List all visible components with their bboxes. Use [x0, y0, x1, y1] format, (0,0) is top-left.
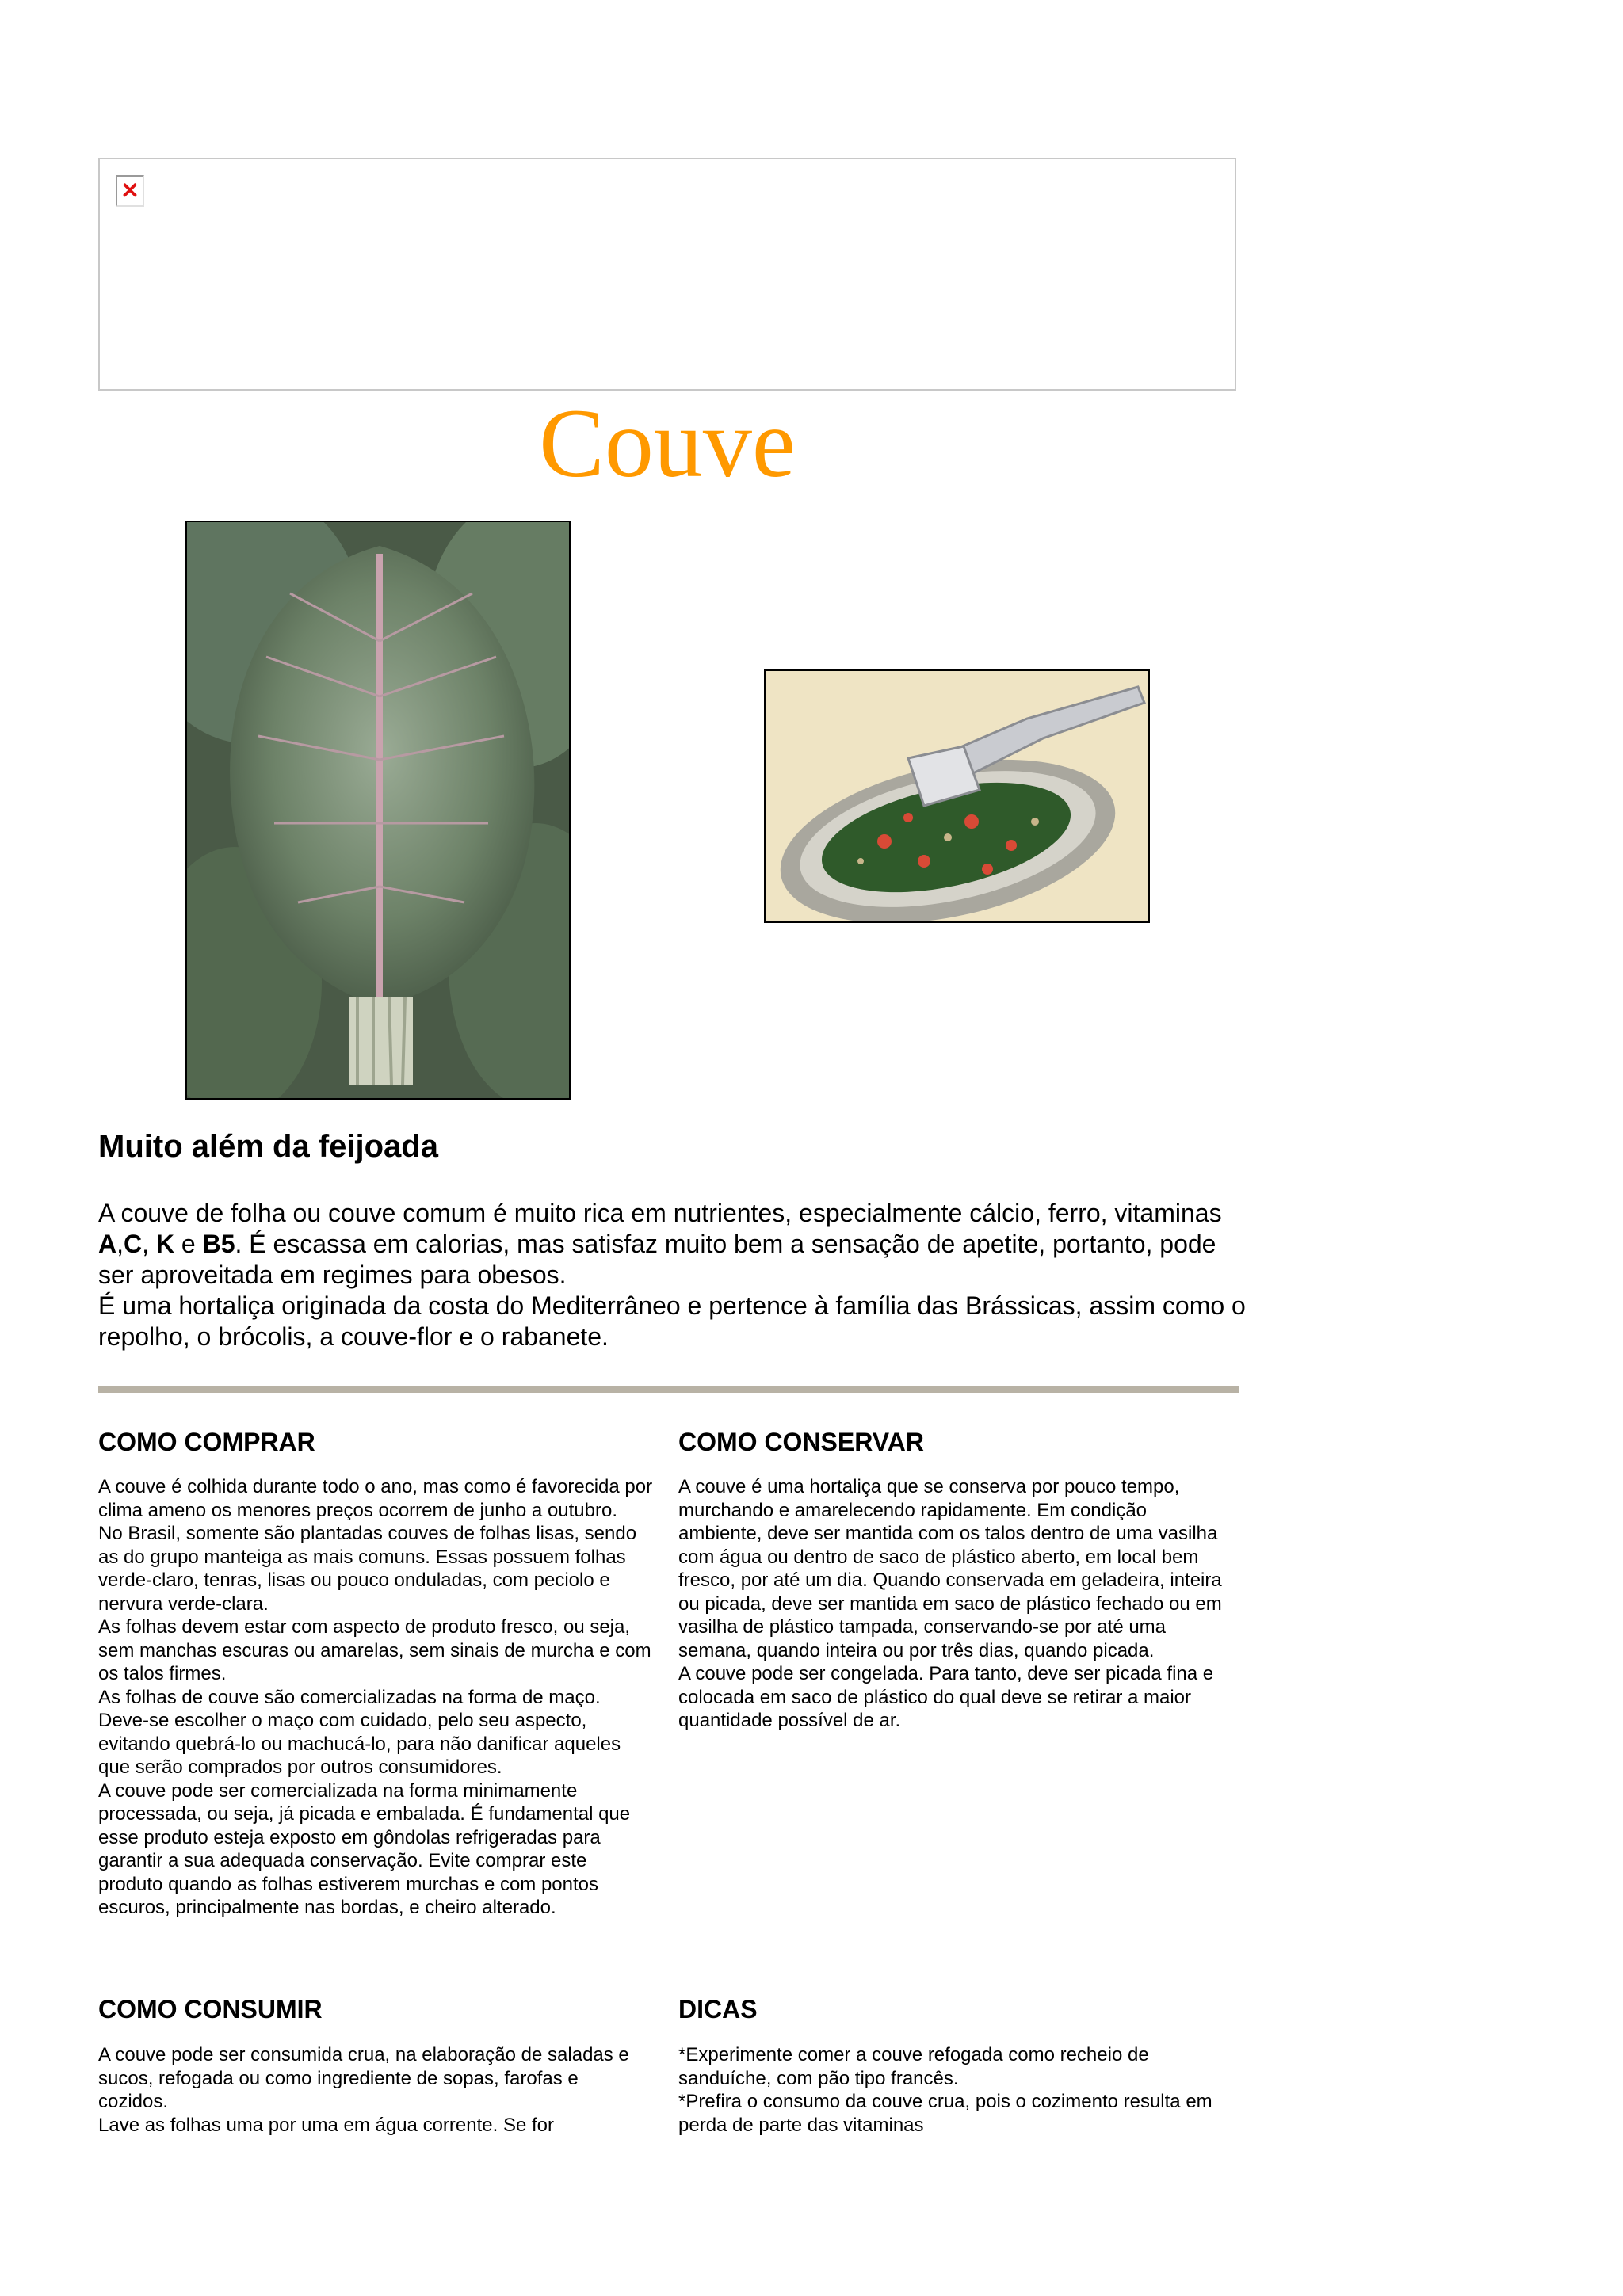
- heading-como-conservar: COMO CONSERVAR: [678, 1428, 924, 1456]
- text-dicas: [678, 2043, 1233, 2137]
- section-divider: [98, 1386, 1239, 1393]
- main-heading: Muito além da feijoada: [98, 1129, 438, 1164]
- dicas-paragraph: *Experimente comer a couve refogada como recheio de sanduíche, com pão tipo francês.: [678, 2044, 1149, 2089]
- consumir-paragraph: Lave as folhas uma por uma em água corrente. Se for: [98, 2114, 554, 2136]
- collard-dish-illustration: [766, 671, 1150, 923]
- comprar-paragraph: As folhas devem estar com aspecto de produto fresco, ou seja, sem manchas escuras ou amarelas, sem sinais de murcha e com os talos firmes.: [98, 1616, 651, 1684]
- comprar-paragraph: As folhas de couve são comercializadas na forma de maço. Deve-se escolher o maço com cuidado, pelo seu aspecto, evitando quebrá-lo ou machucá-lo, para não danificar aqueles que serão comprados por outros consumidores.: [98, 1686, 621, 1778]
- text-como-comprar: [98, 1475, 653, 1920]
- vitamin-k: K: [155, 1230, 174, 1258]
- cooked-collard-dish-photo: [764, 669, 1150, 923]
- vitamin-a: A: [98, 1230, 117, 1258]
- dicas-paragraph: *Prefira o consumo da couve crua, pois o cozimento resulta em perda de parte das vitaminas: [678, 2091, 1212, 2136]
- intro-sep-1: ,: [116, 1230, 124, 1258]
- heading-dicas: DICAS: [678, 1995, 758, 2023]
- heading-como-comprar: COMO COMPRAR: [98, 1428, 315, 1456]
- collard-leaf-illustration: [187, 522, 571, 1100]
- vitamin-c: C: [124, 1230, 143, 1258]
- broken-image-icon: ✕: [116, 175, 144, 207]
- conservar-paragraph: A couve é uma hortaliça que se conserva por pouco tempo, murchando e amarelecendo rapidamente. Em condição ambiente, deve ser mantida com os talos dentro de uma vasilha com água ou dentro de saco de plástico aberto, em local bem fresco, por até um dia. Quando conservada em geladeira, inteira ou picada, deve ser mantida em saco de plástico fechado ou em vasilha de plástico tampada, conservando-se por até uma semana, quando inteira ou por três dias, quando picada.: [678, 1476, 1222, 1661]
- text-como-consumir: [98, 2043, 653, 2137]
- heading-como-consumir: COMO CONSUMIR: [98, 1995, 323, 2023]
- comprar-paragraph: A couve pode ser comercializada na forma minimamente processada, ou seja, já picada e embalada. É fundamental que esse produto esteja exposto em gôndolas refrigeradas para garantir a sua adequada conservação. Evite comprar este produto quando as folhas estiverem murchas e com pontos escuros, principalmente nas bordas, e cheiro alterado.: [98, 1779, 631, 1918]
- vitamin-b5: B5: [202, 1230, 235, 1258]
- text-como-conservar: [678, 1475, 1233, 1733]
- comprar-paragraph: A couve é colhida durante todo o ano, mas como é favorecida por clima ameno os menores preços ocorrem de junho a outubro.: [98, 1476, 653, 1521]
- conservar-paragraph: A couve pode ser congelada. Para tanto, deve ser picada fina e colocada em saco de plástico do qual deve se retirar a maior quantidade possível de ar.: [678, 1663, 1214, 1731]
- collard-leaf-photo: [185, 521, 571, 1100]
- consumir-paragraph: A couve pode ser consumida crua, na elaboração de saladas e sucos, refogada ou como ingrediente de sopas, farofas e cozidos.: [98, 2044, 629, 2112]
- intro-text-1: A couve de folha ou couve comum é muito rica em nutrientes, especialmente cálcio, ferro, vitaminas: [98, 1199, 1222, 1227]
- intro-paragraph-1: [98, 1198, 1255, 1291]
- intro-text: [98, 1198, 1255, 1352]
- comprar-paragraph: No Brasil, somente são plantadas couves de folhas lisas, sendo as do grupo manteiga as mais comuns. Essas possuem folhas verde-claro, tenras, lisas ou pouco onduladas, com peciolo e nervura verde-clara.: [98, 1523, 637, 1615]
- intro-text-2: . É escassa em calorias, mas satisfaz muito bem a sensação de apetite, portanto, pode ser aproveitada em regimes para obesos.: [98, 1230, 1216, 1289]
- intro-sep-3: e: [174, 1230, 203, 1258]
- intro-sep-2: ,: [142, 1230, 156, 1258]
- banner-image-placeholder: [98, 158, 1236, 391]
- intro-paragraph-2: É uma hortaliça originada da costa do Mediterrâneo e pertence à família das Brássicas, assim como o repolho, o brócolis, a couve-flor e o rabanete.: [98, 1291, 1246, 1351]
- page-title: Couve: [539, 389, 796, 498]
